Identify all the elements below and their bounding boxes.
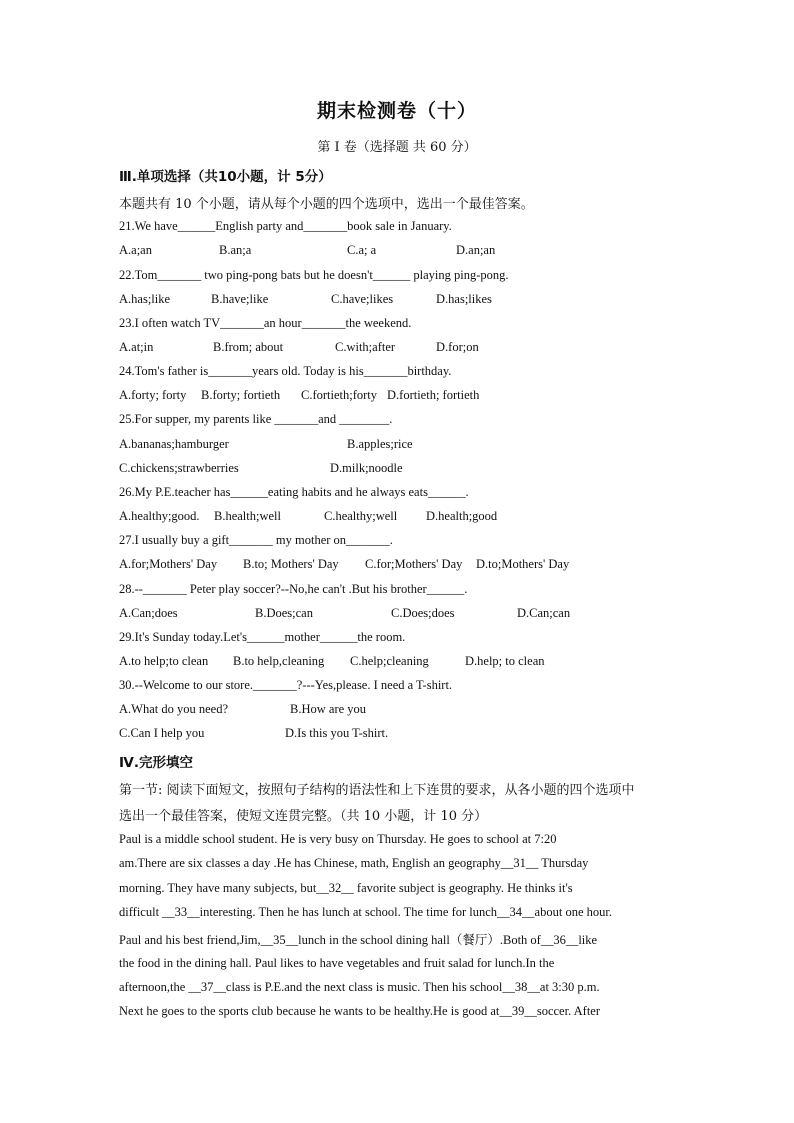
options-30b [119,726,679,746]
options-23 [119,340,679,360]
option-b: B.an;a [219,243,252,257]
options-22 [119,292,679,312]
option-b: B.to help,cleaning [233,654,325,668]
option-d: D.help; to clean [465,654,545,668]
question-22: 22.Tom_______ two ping-pong bats but he doesn't______ playing ping-pong. [119,268,509,282]
option-d: D.fortieth; fortieth [387,388,480,402]
option-d: D.to;Mothers' Day [476,557,570,571]
option-a: A.What do you need? [119,702,228,716]
options-28 [119,606,679,626]
option-a: A.a;an [119,243,152,257]
option-c: C.Can I help you [119,726,205,740]
option-b: B.from; about [213,340,284,354]
option-c: C.have;likes [331,292,394,306]
options-30a [119,702,679,722]
question-28: 28.--_______ Peter play soccer?--No,he can't .But his brother______. [119,582,468,596]
passage-line: Paul is a middle school student. He is very busy on Thursday. He goes to school at 7:20 [119,832,557,846]
passage-line: Paul and his best friend,Jim,__35__lunch in the school dining hall（餐厅）.Both of__36__like [119,933,598,947]
option-c: C.for;Mothers' Day [365,557,463,571]
option-c: C.fortieth;forty [301,388,378,402]
option-a: A.has;like [119,292,171,306]
option-c: C.with;after [335,340,396,354]
option-b: B.How are you [290,702,367,716]
option-d: D.health;good [426,509,498,523]
question-29: 29.It's Sunday today.Let's______mother______the room. [119,630,406,644]
option-a: A.at;in [119,340,154,354]
option-a: A.Can;does [119,606,178,620]
section-4-instruction-line1: 第一节: 阅读下面短文，按照句子结构的语法性和上下连贯的要求，从各小题的四个选项中 [119,783,635,798]
option-b: B.apples;rice [347,437,413,451]
option-c: C.help;cleaning [350,654,429,668]
passage-line: the food in the dining hall. Paul likes to have vegetables and fruit salad for lunch.In the [119,956,555,970]
option-d: D.an;an [456,243,496,257]
question-26: 26.My P.E.teacher has______eating habits and he always eats______. [119,485,469,499]
options-27 [119,557,679,577]
option-b: B.health;well [214,509,281,523]
passage-line: difficult __33__interesting. Then he has lunch at school. The time for lunch__34__about one hour. [119,905,612,919]
page-title: 期末检测卷（十） [316,100,477,122]
section-3-heading: Ⅲ.单项选择（共10小题，计 5分） [119,169,332,185]
option-b: B.to; Mothers' Day [243,557,339,571]
option-d: D.for;on [436,340,479,354]
options-29 [119,654,679,674]
option-b: B.forty; fortieth [201,388,281,402]
option-d: D.milk;noodle [330,461,403,475]
option-c: C.a; a [347,243,377,257]
passage-line: morning. They have many subjects, but__32__ favorite subject is geography. He thinks it's [119,881,573,895]
option-a: A.healthy;good. [119,509,200,523]
option-a: A.for;Mothers' Day [119,557,218,571]
question-25: 25.For supper, my parents like _______and ________. [119,412,393,426]
options-25b [119,461,679,481]
question-24: 24.Tom's father is_______years old. Today is his_______birthday. [119,364,452,378]
option-a: A.bananas;hamburger [119,437,229,451]
options-26 [119,509,679,529]
option-a: A.forty; forty [119,388,187,402]
section-4-heading: Ⅳ.完形填空 [119,755,193,771]
option-b: B.Does;can [255,606,313,620]
passage-line: afternoon,the __37__class is P.E.and the next class is music. Then his school__38__at 3:30 p.m. [119,980,600,994]
options-21 [119,243,679,263]
passage-line: am.There are six classes a day .He has Chinese, math, English an geography__31__ Thursday [119,856,589,870]
question-30: 30.--Welcome to our store._______?---Yes,please. I need a T-shirt. [119,678,453,692]
option-a: A.to help;to clean [119,654,209,668]
page-subtitle: 第 I 卷（选择题 共 60 分） [317,140,477,155]
passage-line: Next he goes to the sports club because he wants to be healthy.He is good at__39__soccer. After [119,1004,601,1018]
option-d: D.Can;can [517,606,571,620]
question-27: 27.I usually buy a gift_______ my mother on_______. [119,533,393,547]
option-c: C.Does;does [391,606,455,620]
option-c: C.chickens;strawberries [119,461,239,475]
option-d: D.Is this you T-shirt. [285,726,389,740]
question-21: 21.We have______English party and_______book sale in January. [119,219,452,233]
section-3-instruction: 本题共有 10 个小题，请从每个小题的四个选项中，选出一个最佳答案。 [119,197,534,212]
question-23: 23.I often watch TV_______an hour_______the weekend. [119,316,412,330]
section-4-instruction-line2: 选出一个最佳答案，使短文连贯完整。（共 10 小题，计 10 分） [119,809,488,824]
option-b: B.have;like [211,292,269,306]
option-c: C.healthy;well [324,509,398,523]
options-24 [119,388,679,408]
options-25a [119,437,679,457]
option-d: D.has;likes [436,292,492,306]
